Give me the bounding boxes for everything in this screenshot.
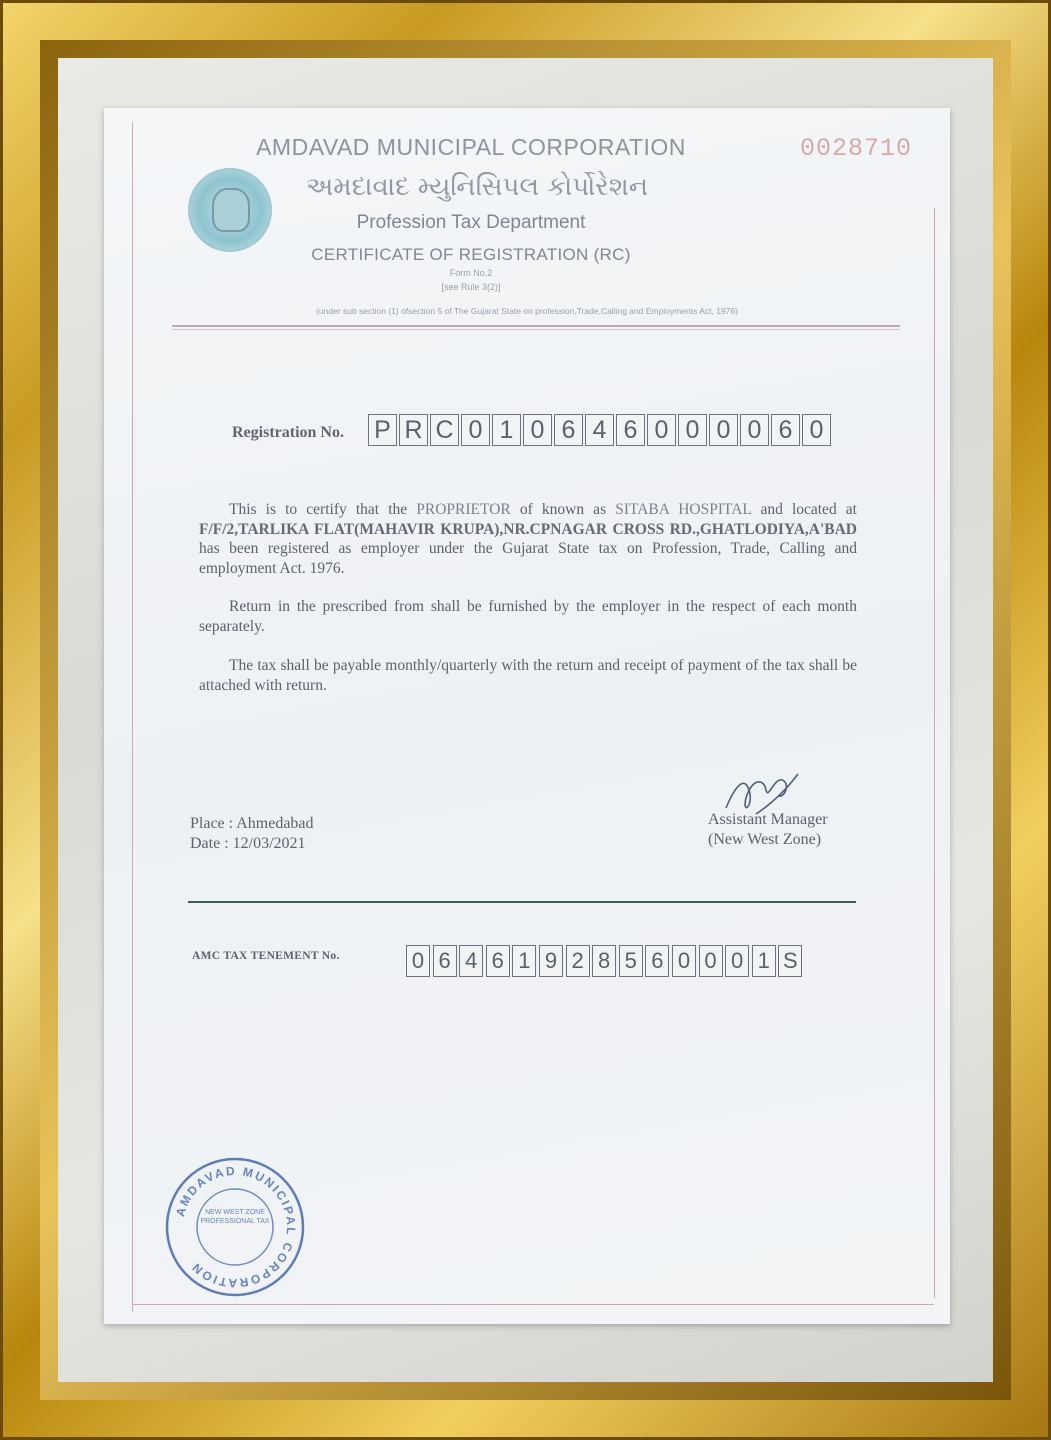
reg-char-box: C <box>430 414 459 446</box>
tenement-number-boxes <box>406 945 805 977</box>
org-name-gujarati: અમદાવાદ મ્યુનિસિપલ કોર્પોરેશન <box>305 172 649 202</box>
reg-char-box: 0 <box>678 414 707 446</box>
reg-char-box: 0 <box>461 414 490 446</box>
certification-paragraph: This is to certify that the PROPRIETOR of known as SITABA HOSPITAL and located at F/F/2,TARLIKA FLAT(MAHAVIR KRUPA),NR.CPNAGAR CROSS RD.,GHATLODIYA,A'BAD has been registered as employer under the Gujarat State tax on Profession, Trade, Calling and employment Act. 1976. <box>199 501 857 577</box>
reg-char-box: 6 <box>771 414 800 446</box>
place-text: Place : Ahmedabad <box>190 815 314 832</box>
rule-reference: [see Rule 3(2)] <box>441 282 501 292</box>
tenement-char-box: 0 <box>406 945 430 977</box>
tenement-char-box: 8 <box>592 945 616 977</box>
certificate-title: CERTIFICATE OF REGISTRATION (RC) <box>311 245 631 264</box>
business-address: F/F/2,TARLIKA FLAT(MAHAVIR KRUPA),NR.CPNAGAR CROSS RD.,GHATLODIYA,A'BAD <box>199 520 857 538</box>
tenement-char-box: 0 <box>725 945 749 977</box>
return-paragraph: Return in the prescribed from shall be furnished by the employer in the respect of each month separately. <box>199 598 857 635</box>
tenement-char-box: 6 <box>433 945 457 977</box>
tenement-char-box: 9 <box>539 945 563 977</box>
signatory-block <box>708 810 828 850</box>
stamp-ring-text: AMDAVAD MUNICIPAL CORPORATION <box>173 1163 299 1291</box>
tenement-char-box: 1 <box>512 945 536 977</box>
org-name-english: AMDAVAD MUNICIPAL CORPORATION <box>256 134 686 160</box>
tenement-char-box: 2 <box>566 945 590 977</box>
registration-number-boxes <box>368 414 833 446</box>
date-text: Date : 12/03/2021 <box>190 835 306 852</box>
reg-char-box: P <box>368 414 397 446</box>
reg-char-box: 0 <box>709 414 738 446</box>
form-number: Form No.2 <box>449 268 493 278</box>
stamp-inner-text: NEW WEST ZONE PROFESSIONAL TAX <box>200 1209 270 1225</box>
header-divider-thin <box>172 329 900 330</box>
serial-number: 0028710 <box>800 134 913 163</box>
reg-char-box: 0 <box>740 414 769 446</box>
department-name: Profession Tax Department <box>356 212 586 233</box>
header-divider <box>172 325 900 327</box>
place-date-block <box>190 814 314 854</box>
tenement-label: AMC TAX TENEMENT No. <box>192 950 340 962</box>
tenement-char-box: 1 <box>752 945 776 977</box>
certificate-paper <box>104 108 950 1324</box>
reg-char-box: 6 <box>616 414 645 446</box>
reg-char-box: 4 <box>585 414 614 446</box>
tenement-char-box: 0 <box>672 945 696 977</box>
tenement-char-box: 6 <box>486 945 510 977</box>
reg-char-box: 0 <box>802 414 831 446</box>
margin-line-bottom <box>132 1304 934 1305</box>
act-reference: (under sub section (1) ofsection 5 of The Gujarat State on profession,Trade,Calling and Employments Act, 1976) <box>316 306 738 316</box>
margin-line-right <box>934 208 935 1298</box>
reg-char-box: 1 <box>492 414 521 446</box>
margin-line-left <box>132 122 133 1312</box>
reg-char-box: 0 <box>523 414 552 446</box>
signatory-title: Assistant Manager <box>708 811 828 828</box>
tenement-char-box: 4 <box>459 945 483 977</box>
tenement-char-box: S <box>778 945 802 977</box>
reg-char-box: R <box>399 414 428 446</box>
tenement-divider <box>188 901 856 903</box>
signatory-zone: (New West Zone) <box>708 831 822 848</box>
reg-char-box: 0 <box>647 414 676 446</box>
official-stamp-icon <box>162 1154 308 1300</box>
tenement-char-box: 6 <box>645 945 669 977</box>
registration-label: Registration No. <box>232 424 344 441</box>
payment-paragraph: The tax shall be payable monthly/quarterly with the return and receipt of payment of the tax shall be attached with return. <box>199 657 857 694</box>
tenement-char-box: 5 <box>619 945 643 977</box>
reg-char-box: 6 <box>554 414 583 446</box>
tenement-char-box: 0 <box>699 945 723 977</box>
